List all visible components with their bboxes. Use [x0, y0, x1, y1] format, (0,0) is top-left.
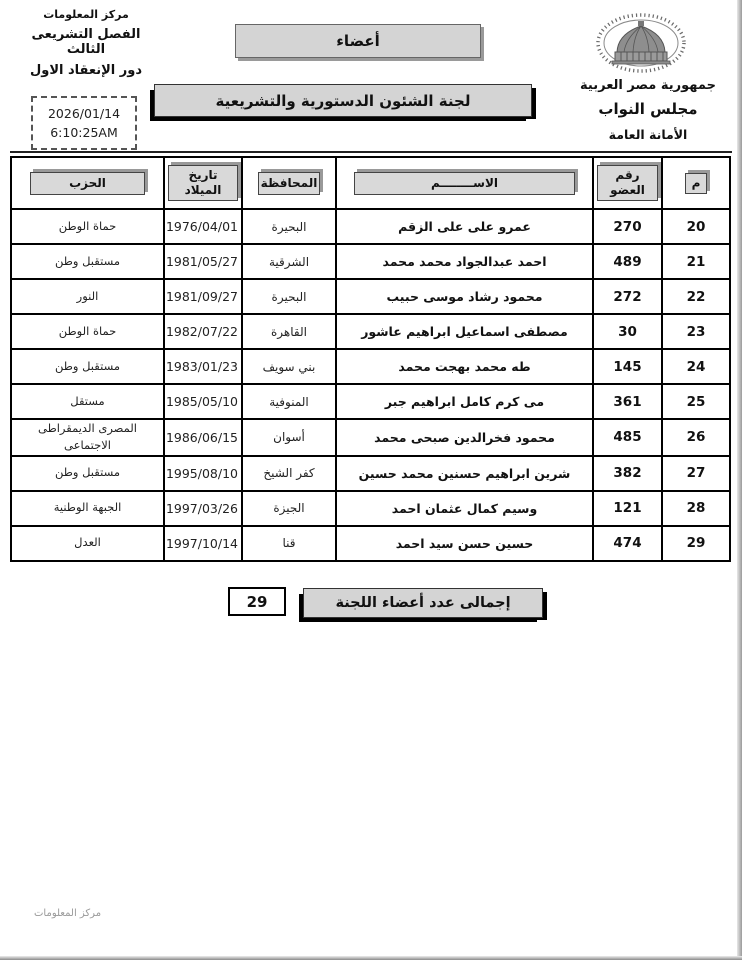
- member-party: المصرى الديمقراطى الاجتماعى: [11, 419, 164, 456]
- col-header-birth-date: [164, 157, 242, 209]
- member-birth-date: 1981/09/27: [164, 279, 242, 314]
- total-members-value: 29: [228, 587, 286, 616]
- scan-edge-bottom: [0, 956, 742, 960]
- legislative-term-label: الفصل التشريعى الثالث: [31, 27, 141, 57]
- member-birth-date: 1985/05/10: [164, 384, 242, 419]
- member-index: 25: [662, 384, 730, 419]
- member-party: حماة الوطن: [11, 209, 164, 244]
- council-name: مجلس النواب: [598, 100, 698, 118]
- member-party: مستقبل وطن: [11, 349, 164, 384]
- session-round-label: دور الإنعقاد الاول: [29, 63, 143, 78]
- scan-edge-right: [737, 0, 742, 960]
- member-party: مستقل: [11, 384, 164, 419]
- member-party: النور: [11, 279, 164, 314]
- member-row: [11, 419, 730, 456]
- member-governorate: الجيزة: [242, 491, 336, 526]
- member-number: 145: [593, 349, 662, 384]
- member-governorate: القاهرة: [242, 314, 336, 349]
- member-index: 22: [662, 279, 730, 314]
- member-index: 24: [662, 349, 730, 384]
- member-index: 23: [662, 314, 730, 349]
- member-row: [11, 244, 730, 279]
- member-index: 21: [662, 244, 730, 279]
- member-governorate: البحيرة: [242, 209, 336, 244]
- committee-name: لجنة الشئون الدستورية والتشريعية: [154, 84, 532, 117]
- member-number: 382: [593, 456, 662, 491]
- print-datetime-box: [31, 96, 137, 150]
- col-header-member-no: [593, 157, 662, 209]
- member-row: [11, 384, 730, 419]
- col-header-party-label: الحزب: [30, 172, 145, 195]
- member-number: 361: [593, 384, 662, 419]
- member-row: [11, 456, 730, 491]
- member-governorate: كفر الشيخ: [242, 456, 336, 491]
- col-header-birth-date-label: تاريخ الميلاد: [168, 165, 238, 201]
- member-party: مستقبل وطن: [11, 456, 164, 491]
- member-name: شرين ابراهيم حسنين محمد حسين: [336, 456, 593, 491]
- member-name: محمود رشاد موسى حبيب: [336, 279, 593, 314]
- member-name: طه محمد بهجت محمد: [336, 349, 593, 384]
- footer-info-center-note: مركز المعلومات: [34, 908, 102, 919]
- member-birth-date: 1976/04/01: [164, 209, 242, 244]
- col-header-party: [11, 157, 164, 209]
- member-number: 489: [593, 244, 662, 279]
- country-name: جمهورية مصر العربية: [580, 78, 716, 93]
- col-header-member-no-label: رقم العضو: [597, 165, 658, 201]
- member-birth-date: 1983/01/23: [164, 349, 242, 384]
- member-name: عمرو على على الزقم: [336, 209, 593, 244]
- col-header-name-label: الاســــــــم: [354, 172, 575, 195]
- members-table: [10, 156, 731, 562]
- member-row: [11, 349, 730, 384]
- info-center-block: [16, 8, 156, 84]
- member-name: حسين حسن سيد احمد: [336, 526, 593, 561]
- member-party: حماة الوطن: [11, 314, 164, 349]
- col-header-governorate-label: المحافظة: [258, 172, 320, 195]
- member-governorate: أسوان: [242, 419, 336, 456]
- government-titles-block: [560, 78, 736, 142]
- member-index: 27: [662, 456, 730, 491]
- member-governorate: بني سويف: [242, 349, 336, 384]
- member-name: مى كرم كامل ابراهيم جبر: [336, 384, 593, 419]
- col-header-governorate: [242, 157, 336, 209]
- member-row: [11, 279, 730, 314]
- col-header-name: [336, 157, 593, 209]
- member-birth-date: 1995/08/10: [164, 456, 242, 491]
- member-governorate: قنا: [242, 526, 336, 561]
- member-birth-date: 1986/06/15: [164, 419, 242, 456]
- member-index: 26: [662, 419, 730, 456]
- member-index: 29: [662, 526, 730, 561]
- member-row: [11, 314, 730, 349]
- member-number: 270: [593, 209, 662, 244]
- member-index: 28: [662, 491, 730, 526]
- print-time: 6:10:25AM: [50, 125, 118, 140]
- info-center-label: مركز المعلومات: [43, 8, 129, 21]
- member-name: وسيم كمال عثمان احمد: [336, 491, 593, 526]
- member-number: 474: [593, 526, 662, 561]
- header-divider: [10, 151, 732, 153]
- member-party: العدل: [11, 526, 164, 561]
- member-number: 272: [593, 279, 662, 314]
- member-name: مصطفى اسماعيل ابراهيم عاشور: [336, 314, 593, 349]
- table-header-row: [11, 157, 730, 209]
- member-name: احمد عبدالجواد محمد محمد: [336, 244, 593, 279]
- secretariat-name: الأمانة العامة: [608, 127, 688, 142]
- member-birth-date: 1981/05/27: [164, 244, 242, 279]
- member-party: الجبهة الوطنية: [11, 491, 164, 526]
- member-birth-date: 1997/10/14: [164, 526, 242, 561]
- member-row: [11, 491, 730, 526]
- member-number: 30: [593, 314, 662, 349]
- member-number: 121: [593, 491, 662, 526]
- total-members-label: إجمالى عدد أعضاء اللجنة: [303, 588, 543, 618]
- col-header-index-label: م: [685, 173, 708, 194]
- member-party: مستقبل وطن: [11, 244, 164, 279]
- member-birth-date: 1997/03/26: [164, 491, 242, 526]
- member-governorate: الشرقية: [242, 244, 336, 279]
- member-number: 485: [593, 419, 662, 456]
- member-name: محمود فخرالدين صبحى محمد: [336, 419, 593, 456]
- parliament-emblem-icon: [594, 12, 688, 76]
- member-governorate: البحيرة: [242, 279, 336, 314]
- member-birth-date: 1982/07/22: [164, 314, 242, 349]
- print-date: 2026/01/14: [47, 106, 121, 121]
- member-row: [11, 526, 730, 561]
- member-index: 20: [662, 209, 730, 244]
- member-governorate: المنوفية: [242, 384, 336, 419]
- col-header-index: [662, 157, 730, 209]
- page-title: أعضاء: [235, 24, 481, 58]
- member-row: [11, 209, 730, 244]
